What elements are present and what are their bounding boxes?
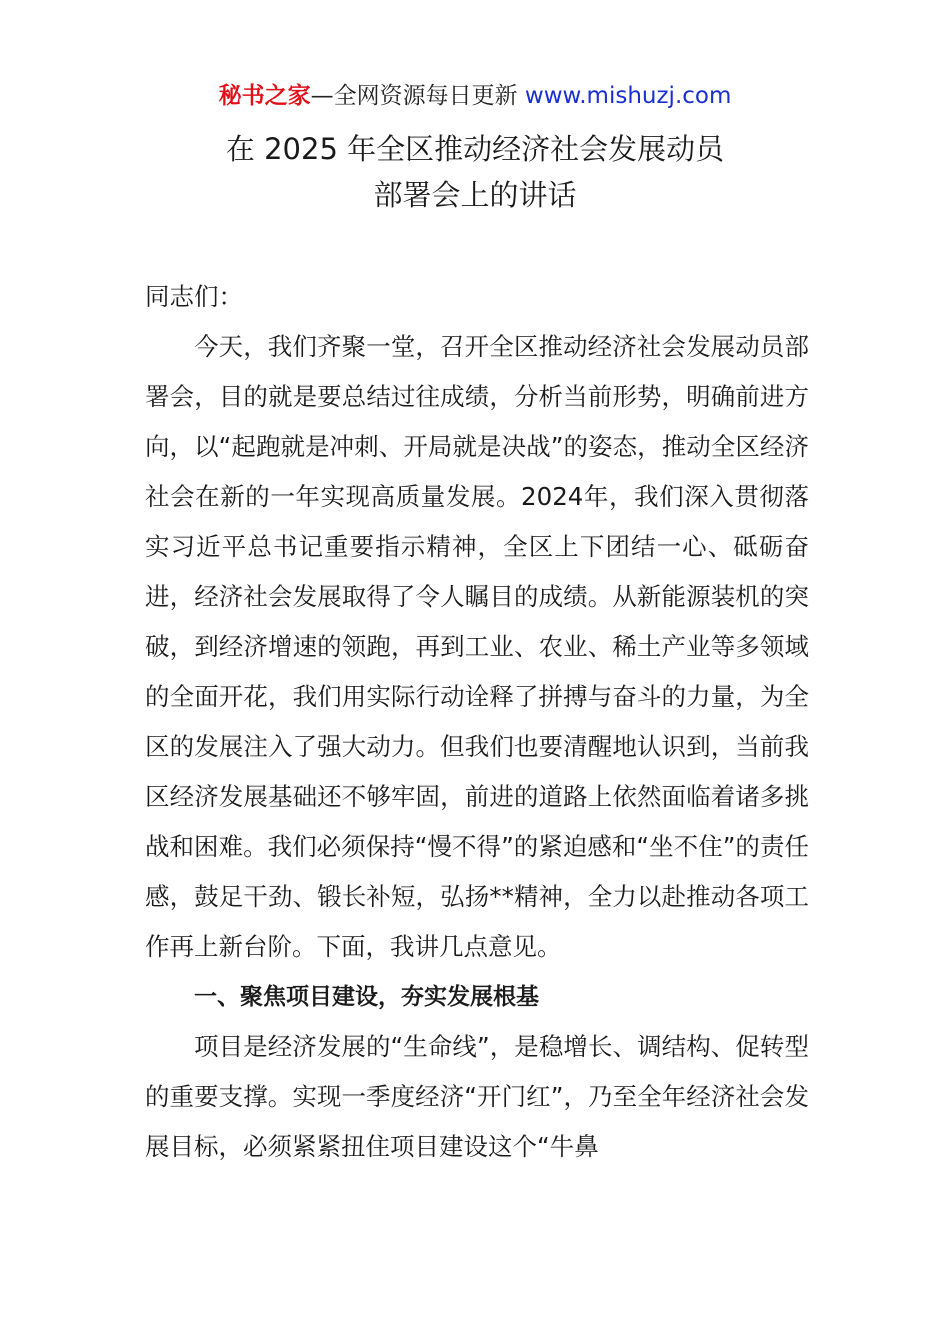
paragraph-2: 项目是经济发展的“生命线”，是稳增长、调结构、促转型的重要支撑。实现一季度经济“开门红”，乃至全年经济社会发展目标，必须紧紧扭住项目建设这个“牛鼻 — [145, 1032, 809, 1161]
section-heading-1: 一、聚焦项目建设，夯实发展根基 — [194, 983, 539, 1010]
paragraph-1: 今天，我们齐聚一堂，召开全区推动经济社会发展动员部署会，目的就是要总结过往成绩，分析当前形势，明确前进方向，以“起跑就是冲刺、开局就是决战”的姿态，推动全区经济社会在新的一年实现高质量发展。2024年，我们深入贯彻落实习近平总书记重要指示精神，全区上下团结一心、砥砺奋进，经济社会发展取得了令人瞩目的成绩。从新能源装机的突破，到经济增速的领跑，再到工业、农业、稀土产业等多领域的全面开花，我们用实际行动诠释了拼搏与奋斗的力量，为全区的发展注入了强大动力。但我们也要清醒地认识到，当前我区经济发展基础还不够牢固，前进的道路上依然面临着诸多挑战和困难。我们必须保持“慢不得”的紧迫感和“坐不住”的责任感，鼓足干劲、锻长补短，弘扬**精神，全力以赴推动各项工作再上新台阶。下面，我讲几点意见。 — [145, 332, 809, 961]
document-title — [0, 126, 950, 218]
site-url-link[interactable]: www.mishuzj.com — [524, 83, 732, 109]
document-body — [145, 272, 809, 1172]
salutation: 同志们： — [145, 282, 243, 311]
title-line-1: 在 2025 年全区推动经济社会发展动员 — [225, 132, 725, 166]
site-banner — [0, 80, 950, 112]
title-line-2: 部署会上的讲话 — [373, 178, 577, 212]
site-brand: 秘书之家 — [218, 83, 311, 109]
site-tagline: —全网资源每日更新 — [310, 83, 525, 109]
